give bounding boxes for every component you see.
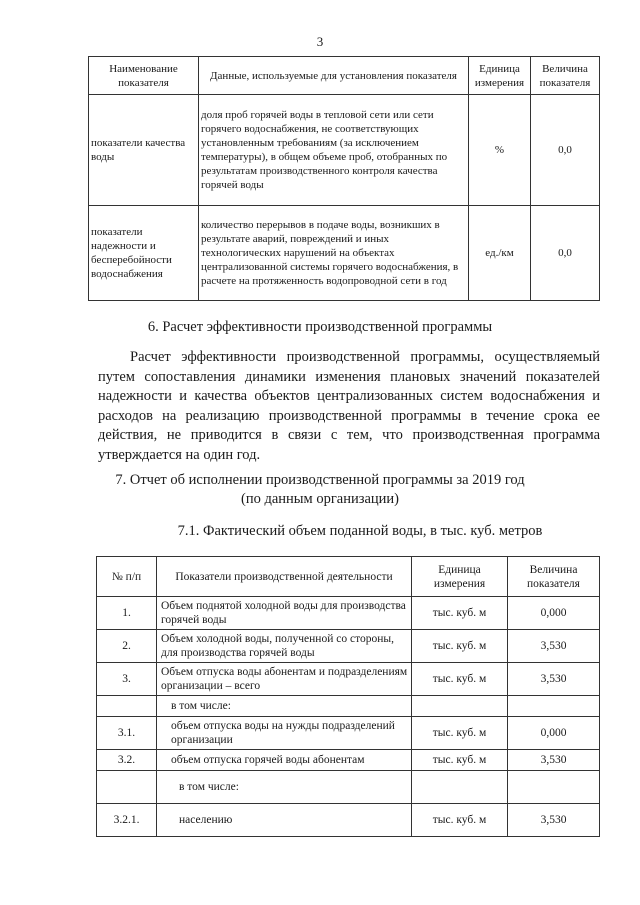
table-row (97, 804, 600, 837)
table-row (97, 597, 600, 630)
row-number: 1. (97, 597, 157, 630)
table-row (89, 95, 600, 206)
water-volume-table (96, 556, 600, 837)
table-row (89, 206, 600, 301)
row-unit: тыс. куб. м (412, 630, 508, 663)
header-cell: Данные, используемые для установления показателя (199, 57, 469, 95)
header-cell: Единица измерения (412, 557, 508, 597)
row-unit: тыс. куб. м (412, 804, 508, 837)
row-number: 3.2. (97, 750, 157, 771)
table-row (97, 771, 600, 804)
row-value (508, 696, 600, 717)
row-value: 0,000 (508, 717, 600, 750)
row-indicator: в том числе: (157, 696, 412, 717)
header-cell: Величина показателя (531, 57, 600, 95)
header-cell: Величина показателя (508, 557, 600, 597)
row-number (97, 696, 157, 717)
header-cell: Наименование показателя (89, 57, 199, 95)
indicator-unit: ед./км (469, 206, 531, 301)
row-unit: тыс. куб. м (412, 663, 508, 696)
page-number: 3 (316, 34, 324, 49)
table-row (97, 750, 600, 771)
row-number (97, 771, 157, 804)
row-value: 3,530 (508, 663, 600, 696)
table-row (97, 630, 600, 663)
quality-indicators-table (88, 56, 600, 301)
section-6-paragraph (98, 348, 600, 465)
row-number: 3. (97, 663, 157, 696)
row-indicator: объем отпуска воды на нужды подразделений организации (157, 717, 412, 750)
row-number: 2. (97, 630, 157, 663)
row-number: 3.2.1. (97, 804, 157, 837)
header-cell: № п/п (97, 557, 157, 597)
row-number: 3.1. (97, 717, 157, 750)
row-indicator: объем отпуска горячей воды абонентам (157, 750, 412, 771)
indicator-data: количество перерывов в подаче воды, возникших в результате аварий, повреждений и иных технологических нарушений на объектах централизованной системы горячего водоснабжения, в расчете на протяженность водопроводной сети в год (199, 206, 469, 301)
row-indicator: Объем поднятой холодной воды для производства горячей воды (157, 597, 412, 630)
row-value: 3,530 (508, 804, 600, 837)
table-header-row (97, 557, 600, 597)
indicator-value: 0,0 (531, 206, 600, 301)
indicator-data: доля проб горячей воды в тепловой сети или сети горячего водоснабжения, не соответствующих установленным требованиям (за исключением температуры), в общем объеме проб, отобранных по результатам производственного контроля качества горячей воды (199, 95, 469, 206)
row-indicator: в том числе: (157, 771, 412, 804)
section-6-title: 6. Расчет эффективности производственной программы (147, 319, 493, 335)
table-row (97, 696, 600, 717)
header-cell: Показатели производственной деятельности (157, 557, 412, 597)
section-7-1-title: 7.1. Фактический объем поданной воды, в тыс. куб. метров (177, 523, 543, 539)
row-unit: тыс. куб. м (412, 717, 508, 750)
section-7-title: 7. Отчет об исполнении производственной программы за 2019 год (115, 472, 525, 488)
indicator-value: 0,0 (531, 95, 600, 206)
paragraph-text: Расчет эффективности производственной программы, осуществляемый путем сопоставления динамики изменения плановых значений показателей надежности и качества объектов централизованных систем водоснабжения и расходов на реализацию производственной программы в течение срока ее действия, не приводится в связи с тем, что производственная программа утверждается на один год. (98, 349, 600, 463)
section-7-title-note: (по данным организации) (240, 491, 399, 507)
indicator-unit: % (469, 95, 531, 206)
row-unit: тыс. куб. м (412, 597, 508, 630)
indicator-name: показатели надежности и бесперебойности водоснабжения (89, 206, 199, 301)
row-unit (412, 696, 508, 717)
row-unit (412, 771, 508, 804)
indicator-name: показатели качества воды (89, 95, 199, 206)
row-indicator: населению (157, 804, 412, 837)
table-row (97, 717, 600, 750)
row-indicator: Объем холодной воды, полученной со стороны, для производства горячей воды (157, 630, 412, 663)
row-value: 3,530 (508, 750, 600, 771)
table-row (97, 663, 600, 696)
row-value: 3,530 (508, 630, 600, 663)
row-value (508, 771, 600, 804)
row-indicator: Объем отпуска воды абонентам и подразделениям организации – всего (157, 663, 412, 696)
table-header-row (89, 57, 600, 95)
header-cell: Единица измерения (469, 57, 531, 95)
row-unit: тыс. куб. м (412, 750, 508, 771)
row-value: 0,000 (508, 597, 600, 630)
